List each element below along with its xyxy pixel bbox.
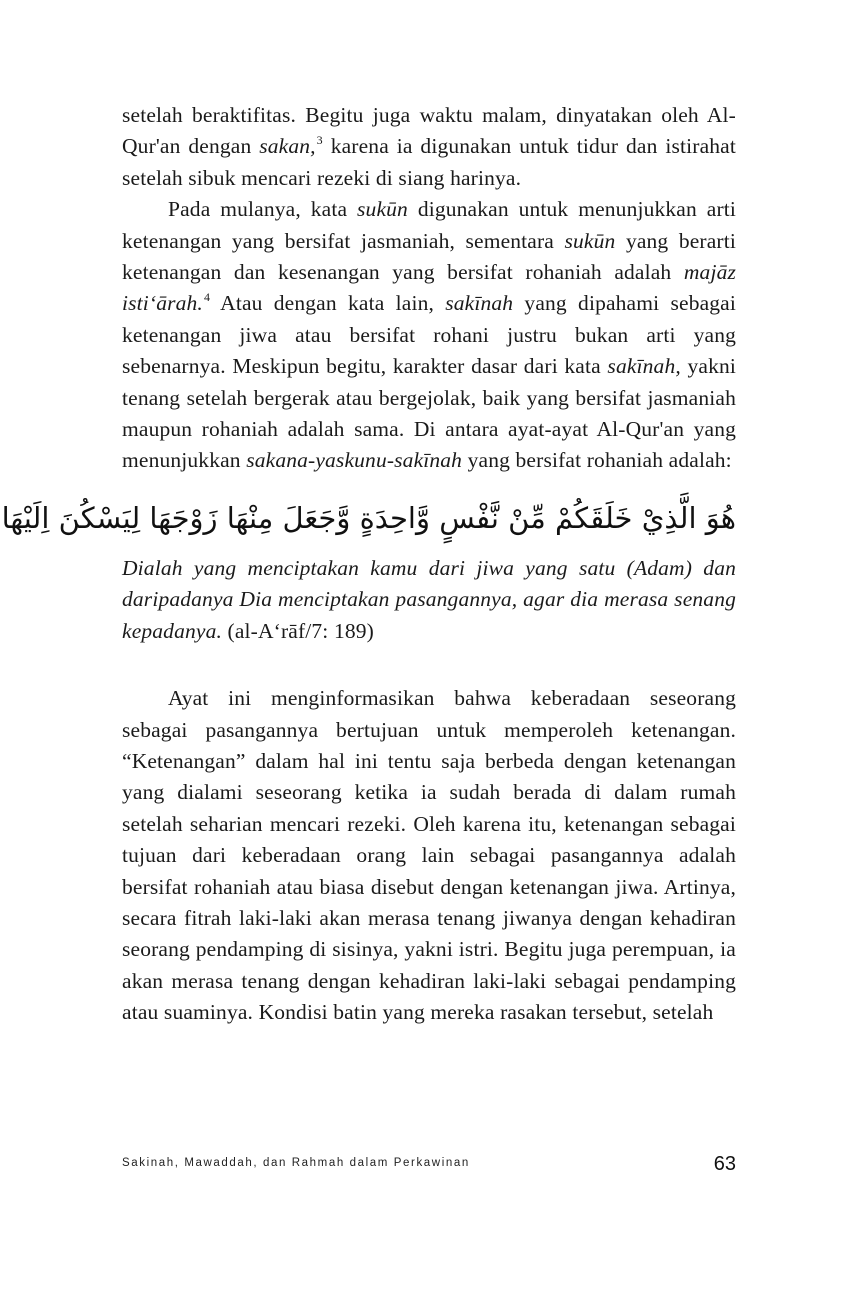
paragraph-2	[122, 194, 736, 477]
verse-reference: (al-A‘rāf/7: 189)	[222, 618, 374, 643]
footnote-marker[interactable]: 3	[316, 133, 323, 148]
text-run: yang dipahami sebagai ketenangan jiwa atau bersifat rohani justru bukan arti yang sebenarnya. Meskipun begitu, karakter dasar dari kata	[122, 291, 737, 379]
running-title: Sakinah, Mawaddah, dan Rahmah dalam Perkawinan	[122, 1157, 470, 1169]
italic-term: sakan,	[259, 134, 316, 159]
italic-term: sukūn	[564, 228, 616, 253]
italic-term: majāz isti‘ārah.	[122, 260, 736, 316]
text-run: digunakan untuk menunjukkan arti ketenangan yang bersifat jasmaniah, sementara	[122, 197, 737, 253]
page-footer	[122, 1153, 736, 1181]
footnote-marker[interactable]: 4	[203, 290, 211, 305]
text-run: karena ia digunakan untuk tidur dan istirahat setelah sibuk mencari rezeki di siang harinya.	[122, 134, 736, 190]
italic-term: sakana-yaskunu-sakīnah	[246, 448, 463, 473]
quran-verse-arabic: هُوَ الَّذِيْ خَلَقَكُمْ مِّنْ نَّفْسٍ وَّاحِدَةٍ وَّجَعَلَ مِنْهَا زَوْجَهَا لِيَسْكُنَ اِلَيْهَا	[1, 500, 736, 535]
text-run: yang bersifat rohaniah adalah:	[462, 448, 732, 473]
verse-translation	[122, 553, 736, 647]
translation-text: Dialah yang menciptakan kamu dari jiwa yang satu (Adam) dan daripadanya Dia menciptakan pasangannya, agar dia merasa senang kepadanya.	[122, 555, 736, 643]
paragraph-1	[122, 100, 736, 194]
italic-term: sakīnah,	[607, 354, 681, 379]
italic-term: sakīnah	[445, 291, 514, 316]
text-run: setelah beraktifitas. Begitu juga waktu malam, dinyatakan oleh Al-Qur'an dengan	[122, 103, 736, 159]
text-run: yakni tenang setelah bergerak atau bergejolak, baik yang bersifat jasmaniah maupun rohaniah adalah sama. Di antara ayat-ayat Al-Qur'an yang menunjukkan	[122, 354, 737, 473]
page-body	[1, 100, 737, 1029]
italic-term: sukūn	[357, 197, 408, 222]
page-number: 63	[713, 1153, 736, 1175]
paragraph-3: Ayat ini menginformasikan bahwa keberadaan seseorang sebagai pasangannya bertujuan untuk memperoleh ketenangan. “Ketenangan” dalam hal ini tentu saja berbeda dengan ketenangan yang dialami seseorang ketika ia sudah berada di dalam rumah setelah seharian mencari rezeki. Oleh karena itu, ketenangan sebagai tujuan dari keberadaan orang lain sebagai pasangannya adalah bersifat rohaniah atau biasa disebut dengan ketenangan jiwa. Artinya, secara fitrah laki-laki akan merasa tenang jiwanya dengan kehadiran seorang pendamping di sisinya, yakni istri. Begitu juga perempuan, ia akan merasa tenang dengan kehadiran laki-laki sebagai pendamping atau suaminya. Kondisi batin yang mereka rasakan tersebut, setelah	[122, 686, 736, 1025]
text-run: Pada mulanya, kata	[168, 197, 358, 222]
text-run: yang berarti ketenangan dan kesenangan yang bersifat rohaniah adalah	[122, 228, 736, 285]
text-run: Atau dengan kata lain,	[210, 291, 446, 316]
